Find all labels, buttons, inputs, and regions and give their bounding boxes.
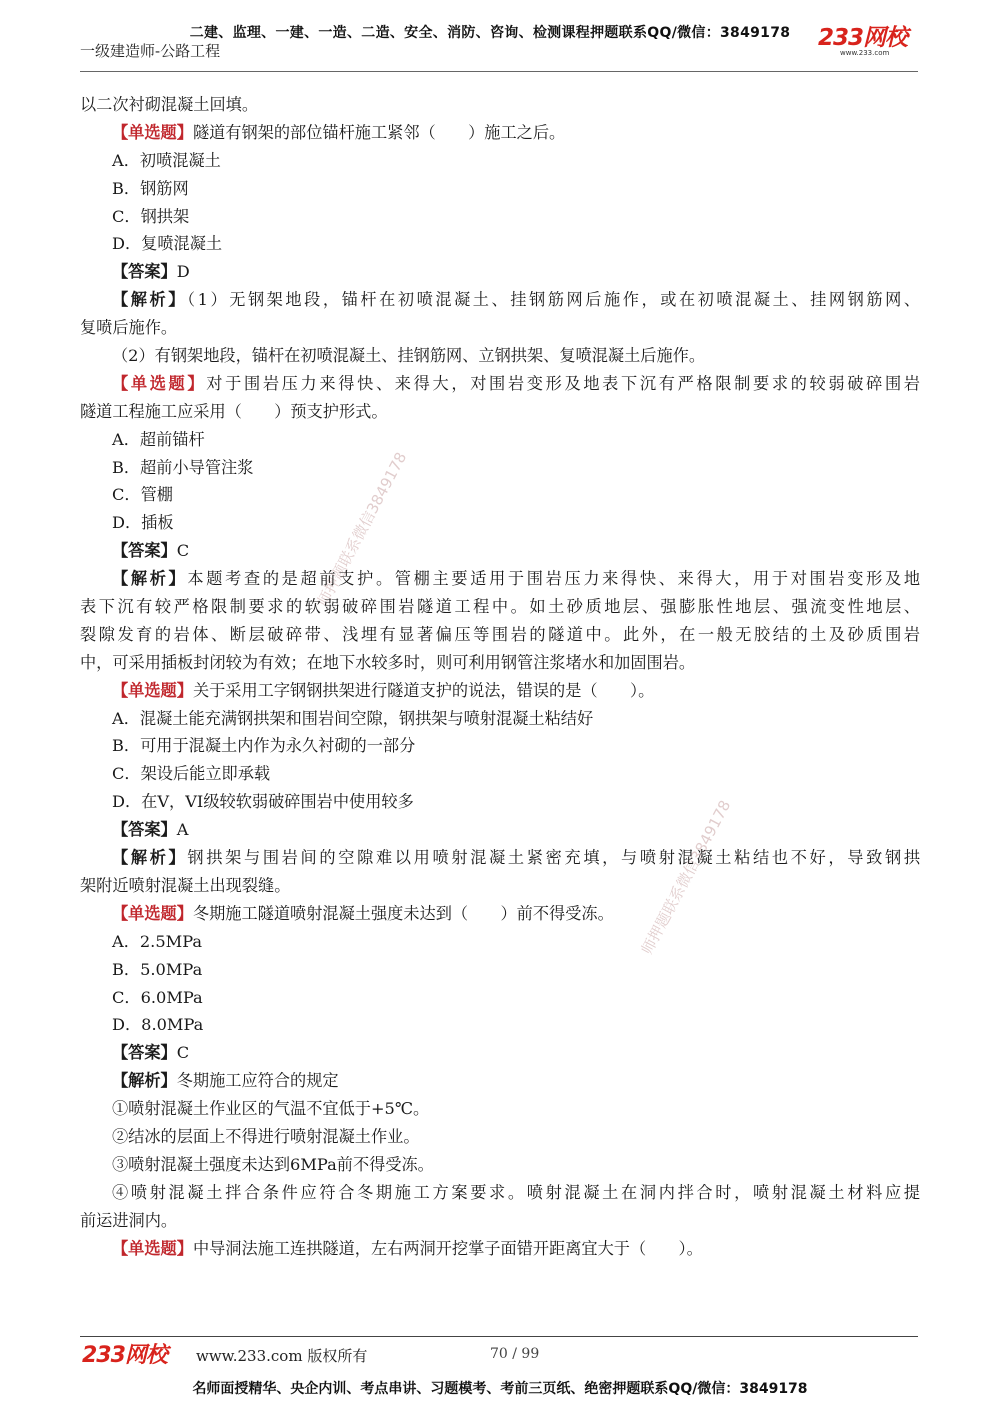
explanation-label: 【解析】 [112,569,188,589]
footer-promo-line: 名师面授精华、央企内训、考点串讲、习题模考、考前三页纸、绝密押题联系QQ/微信：3849178 [192,1381,808,1397]
logo-url: www.233.com [840,49,890,57]
option-b: B．钢筋网 [112,178,189,198]
explanation-line: ④喷射混凝土拌合条件应符合冬期施工方案要求。喷射混凝土在洞内拌合时，喷射混凝土材料应提 [112,1182,920,1202]
question-text: 冬期施工隧道喷射混凝土强度未达到（ ）前不得受冻。 [192,903,614,923]
option-a: A．超前锚杆 [112,429,205,449]
explanation-text: （1）无钢架地段，锚杆在初喷混凝土、挂钢筋网后施作，或在初喷混凝土、挂网钢筋网、 [186,290,921,310]
question-stem [80,677,920,705]
footer-logo: 233网校 [82,1343,167,1368]
answer-line [80,816,920,844]
question-text: 关于采用工字钢钢拱架进行隧道支护的说法，错误的是（ ）。 [192,680,655,700]
answer-label: 【答案】 [112,541,177,561]
option-c: C．管棚 [112,485,173,505]
option-a: A．混凝土能充满钢拱架和围岩间空隙，钢拱架与喷射混凝土粘结好 [112,708,594,728]
explanation-line: 架附近喷射混凝土出现裂缝。 [80,875,291,895]
answer-value: C [176,541,190,561]
explanation-line: 复喷后施作。 [80,318,178,338]
explanation-line: （2）有钢架地段，锚杆在初喷混凝土、挂钢筋网、立钢拱架、复喷混凝土后施作。 [112,346,706,366]
answer-value: D [176,262,190,282]
answer-value: A [176,820,189,840]
option-b: B．可用于混凝土内作为永久衬砌的一部分 [112,736,416,756]
question-stem [80,119,920,147]
question-text: 对于围岩压力来得快、来得大，对围岩变形及地表下沉有严格限制要求的较弱破碎围岩 [206,373,920,393]
explanation-text: 钢拱架与围岩间的空隙难以用喷射混凝土紧密充填，与喷射混凝土粘结也不好，导致钢拱 [187,848,921,868]
option-a: A．2.5MPa [112,931,203,951]
explanation-text: 本题考查的是超前支护。管棚主要适用于围岩压力来得快、来得大，用于对围岩变形及地 [187,569,921,589]
explanation-line: 表下沉有较严格限制要求的软弱破碎围岩隧道工程中。如土砂质地层、强膨胀性地层、强流变性地层、 [80,597,920,617]
explanation-line: 裂隙发育的岩体、断层破碎带、浅埋有显著偏压等围岩的隧道中。此外，在一般无胶结的土及砂质围岩 [80,624,920,644]
watermark: 师押题联系微信3849178 [313,449,411,610]
option-d: D．8.0MPa [112,1015,204,1035]
logo-text: 233网校 [818,25,908,51]
question-text: 中导洞法施工连拱隧道，左右两洞开挖掌子面错开距离宜大于（ ）。 [192,1238,703,1258]
explanation-line: ①喷射混凝土作业区的气温不宜低于+5℃。 [112,1099,430,1119]
footer-divider [80,1336,918,1337]
explanation-label: 【解析】 [112,290,187,310]
question-stem [80,900,920,928]
header-subject: 一级建造师-公路工程 [80,42,221,60]
explanation-text: 冬期施工应符合的规定 [176,1071,339,1091]
footer-copyright: www.233.com 版权所有 [196,1347,368,1365]
explanation-line: ②结冰的层面上不得进行喷射混凝土作业。 [112,1126,420,1146]
question-type-tag: 【单选题】 [112,1238,193,1258]
option-a: A．初喷混凝土 [112,150,221,170]
explanation-line: 中，可采用插板封闭较为有效；在地下水较多时，则可利用钢管注浆堵水和加固围岩。 [80,652,696,672]
answer-line [80,1039,920,1067]
question-type-tag: 【单选题】 [112,373,207,393]
document-body [80,91,920,1262]
question-type-tag: 【单选题】 [112,903,193,923]
explanation-label: 【解析】 [112,1071,177,1091]
explanation-line [80,565,920,593]
option-d: D．在V，VI级较软弱破碎围岩中使用较多 [112,792,414,812]
explanation-line: 前运进洞内。 [80,1210,178,1230]
page-number: 70 / 99 [490,1346,540,1362]
question-type-tag: 【单选题】 [112,680,193,700]
question-type-tag: 【单选题】 [112,122,193,142]
option-c: C．钢拱架 [112,206,190,226]
option-b: B．超前小导管注浆 [112,457,254,477]
answer-line [80,537,920,565]
explanation-line: ③喷射混凝土强度未达到6MPa前不得受冻。 [112,1154,434,1174]
question-text: 隧道有钢架的部位锚杆施工紧邻（ ）施工之后。 [192,122,566,142]
option-b: B．5.0MPa [112,959,203,979]
watermark: 师押题联系微信3849178 [637,797,735,958]
option-d: D．插板 [112,513,174,533]
text-line: 以二次衬砌混凝土回填。 [80,95,259,114]
answer-label: 【答案】 [112,820,177,840]
answer-line [80,258,920,286]
question-stem [80,1235,920,1263]
explanation-label: 【解析】 [112,848,188,868]
explanation-line [80,844,920,872]
explanation-line [80,1067,920,1095]
answer-value: C [176,1043,190,1063]
brand-logo [818,26,918,62]
header-divider [80,71,918,72]
header-promo-line: 二建、监理、一建、一造、二造、安全、消防、咨询、检测课程押题联系QQ/微信：3849178 [189,25,791,41]
option-c: C．架设后能立即承载 [112,764,271,784]
option-c: C．6.0MPa [112,987,203,1007]
question-text-cont: 隧道工程施工应采用（ ）预支护形式。 [80,401,388,421]
option-d: D．复喷混凝土 [112,234,223,254]
answer-label: 【答案】 [112,1043,177,1063]
question-stem [80,370,920,398]
explanation-line [80,286,920,314]
answer-label: 【答案】 [112,262,177,282]
